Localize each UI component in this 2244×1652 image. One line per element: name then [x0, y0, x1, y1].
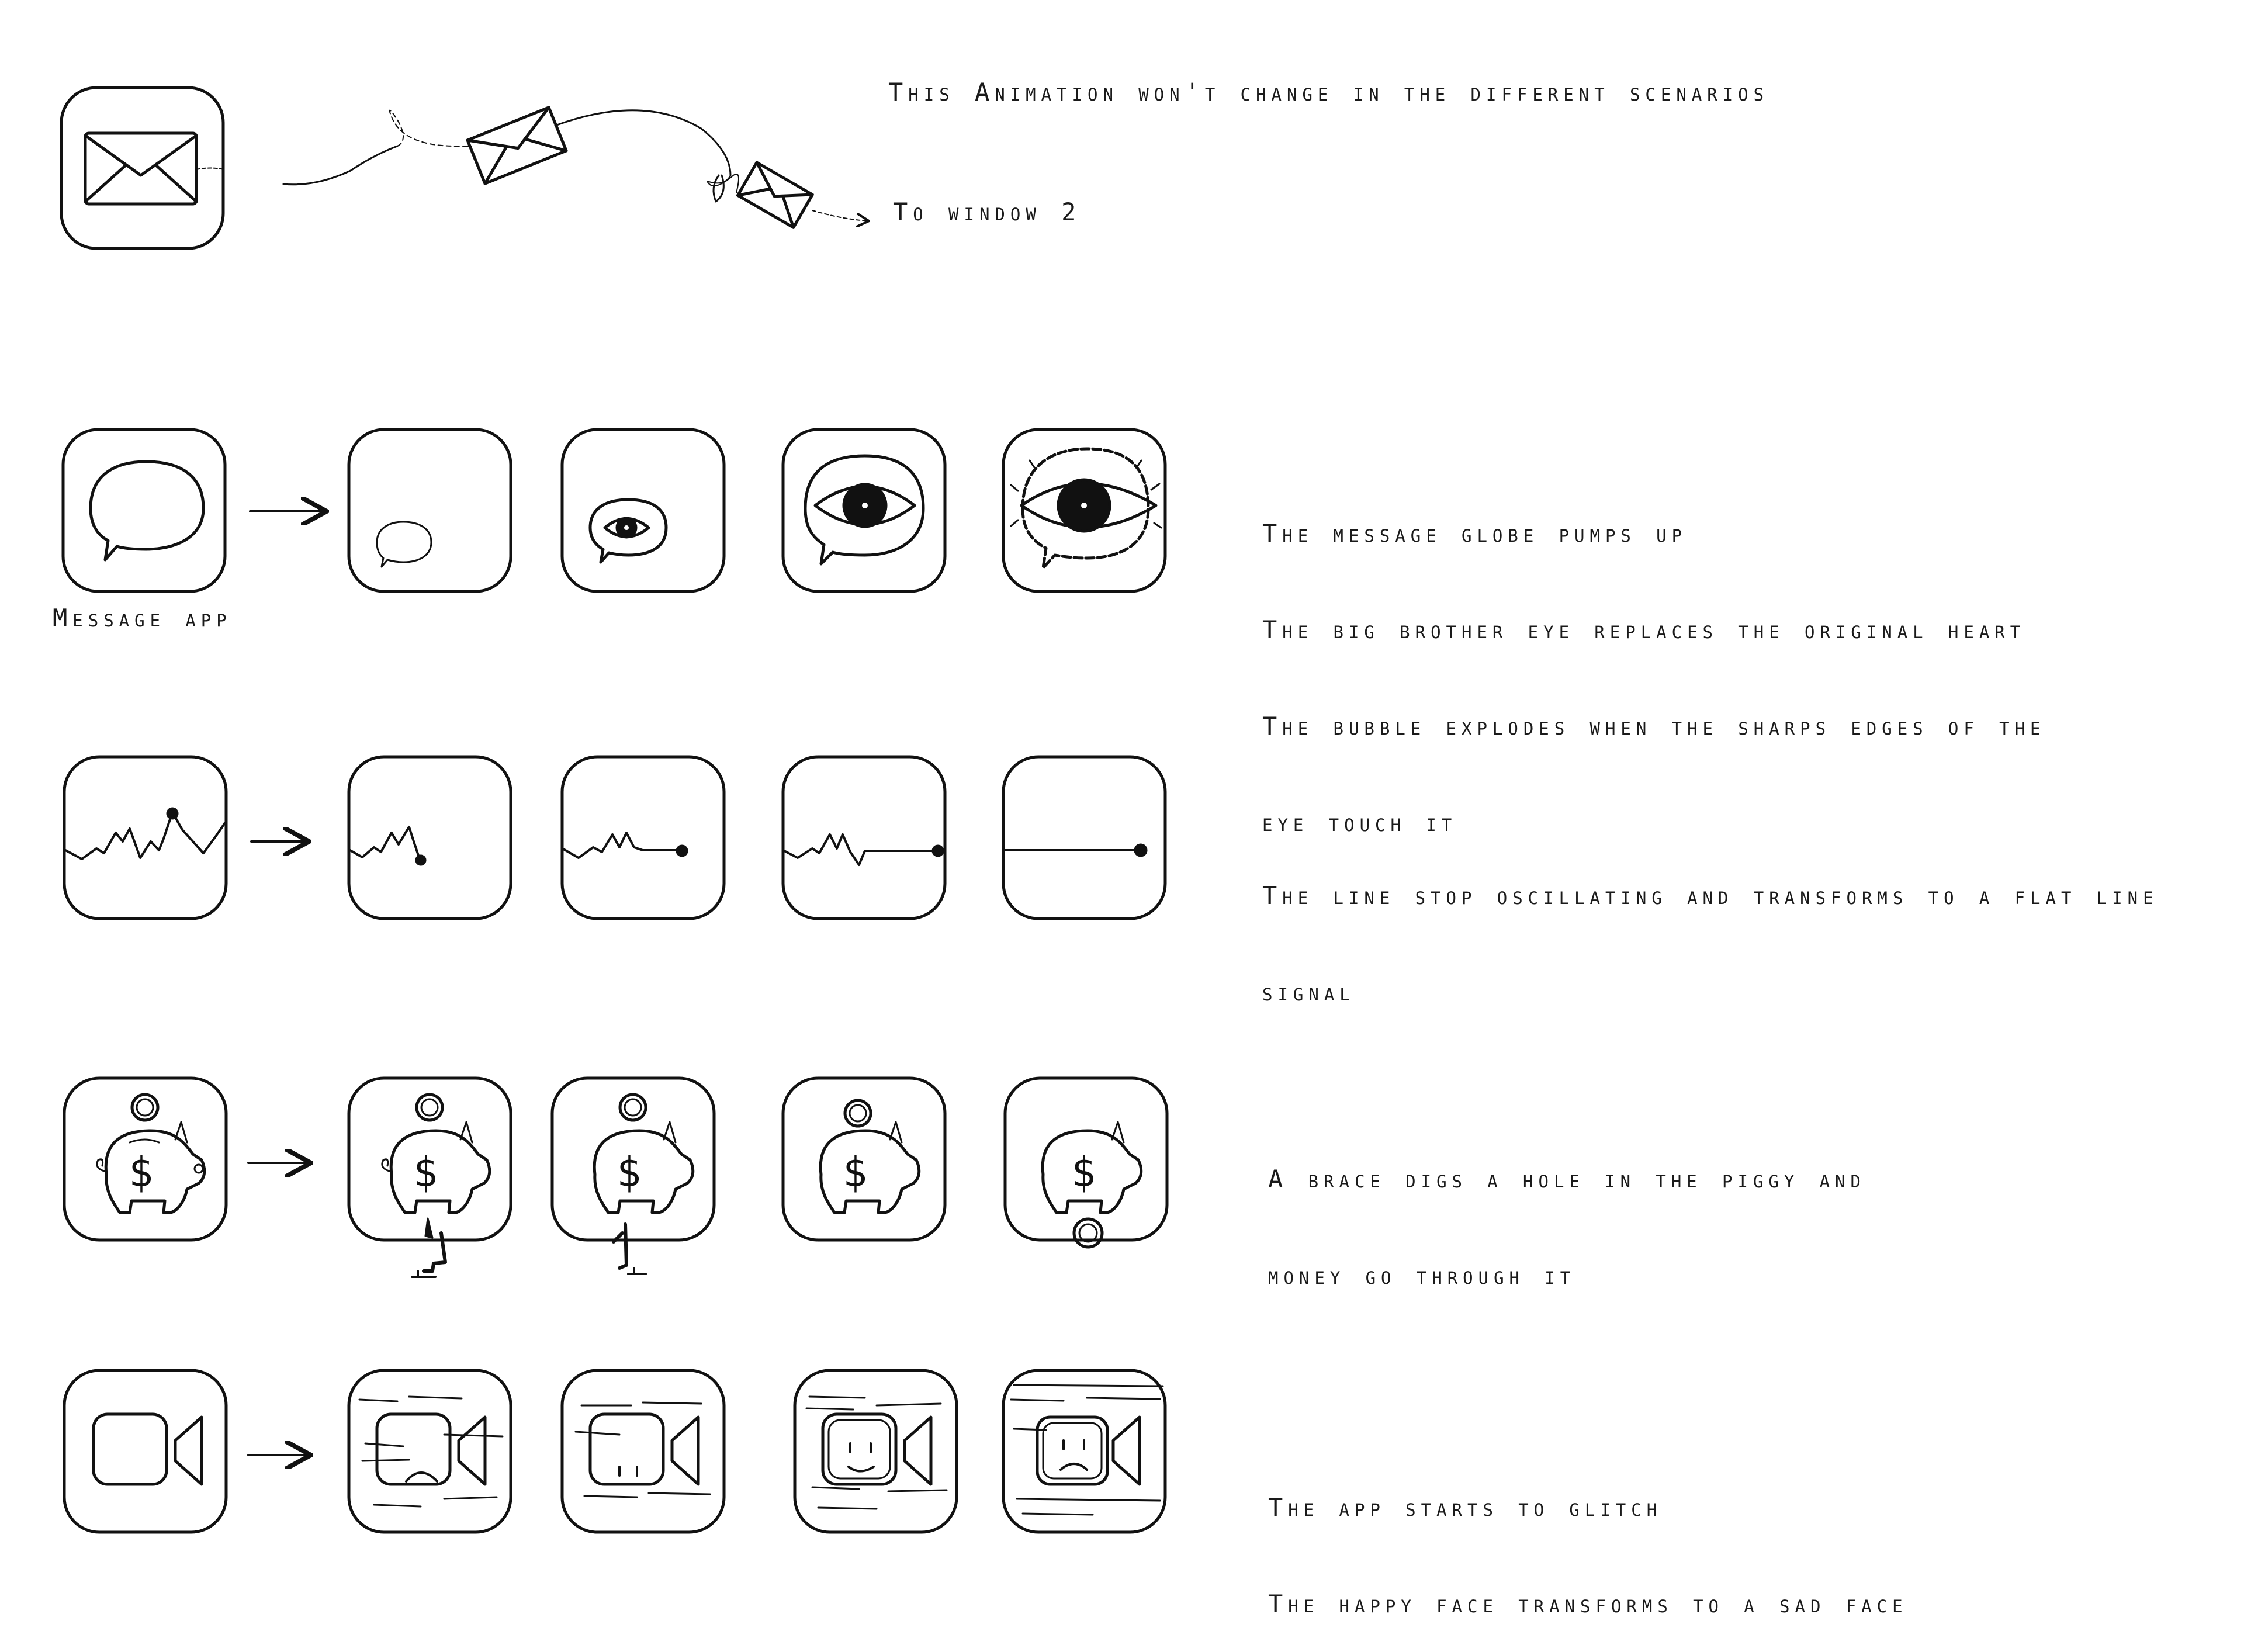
svg-text:$: $ — [843, 1148, 868, 1196]
line-description-line: signal — [1262, 978, 1355, 1006]
message-frame-2 — [562, 430, 724, 591]
piggy-bank-app-icon — [64, 1078, 226, 1240]
piggy-description — [1268, 1099, 1866, 1324]
message-description-line: eye touch it — [1262, 808, 1457, 837]
video-description-line: The happy face transforms to a sad face — [1268, 1589, 1908, 1618]
svg-text:$: $ — [1071, 1148, 1096, 1196]
video-description — [1268, 1427, 1908, 1652]
video-frame-3 — [795, 1370, 957, 1532]
line-frame-2 — [562, 757, 724, 919]
video-app-icon — [64, 1370, 226, 1532]
message-description-line: The bubble explodes when the sharps edges of the — [1262, 712, 2046, 740]
mail-animation-note: This Animation won't change in the different scenarios — [888, 78, 1769, 106]
line-description — [1262, 815, 2159, 1040]
piggy-frame-2 — [552, 1078, 714, 1274]
svg-text:$: $ — [129, 1148, 154, 1196]
message-frame-1 — [349, 430, 511, 591]
line-frame-4 — [1003, 757, 1165, 919]
line-description-line: The line stop oscillating and transforms to a flat line — [1262, 881, 2159, 910]
flying-mail-envelope-icon — [283, 108, 868, 227]
video-frame-2 — [562, 1370, 724, 1532]
line-frame-3 — [783, 757, 945, 919]
line-frame-1 — [349, 757, 511, 919]
message-description-line: The big brother eye replaces the original heart — [1262, 615, 2026, 644]
stocks-app-icon — [64, 757, 226, 919]
to-window-note: To window 2 — [893, 198, 1082, 226]
piggy-frame-1 — [349, 1078, 511, 1277]
piggy-frame-3 — [783, 1078, 945, 1240]
message-frame-3 — [783, 430, 945, 591]
message-description-line: The message globe pumps up — [1262, 519, 1688, 548]
piggy-frame-4 — [1005, 1078, 1167, 1247]
message-app-label: Message app — [53, 604, 232, 632]
message-description — [1262, 453, 2046, 871]
svg-text:$: $ — [413, 1148, 438, 1196]
piggy-description-line: A brace digs a hole in the piggy and — [1268, 1165, 1866, 1193]
video-description-line: The app starts to glitch — [1268, 1493, 1663, 1522]
svg-text:$: $ — [617, 1148, 642, 1196]
video-frame-1 — [349, 1370, 511, 1532]
message-app-icon — [63, 430, 225, 591]
video-frame-4 — [1003, 1370, 1165, 1532]
mail-app-icon — [61, 88, 224, 248]
piggy-description-line: money go through it — [1268, 1261, 1576, 1290]
message-frame-4 — [1003, 430, 1165, 591]
